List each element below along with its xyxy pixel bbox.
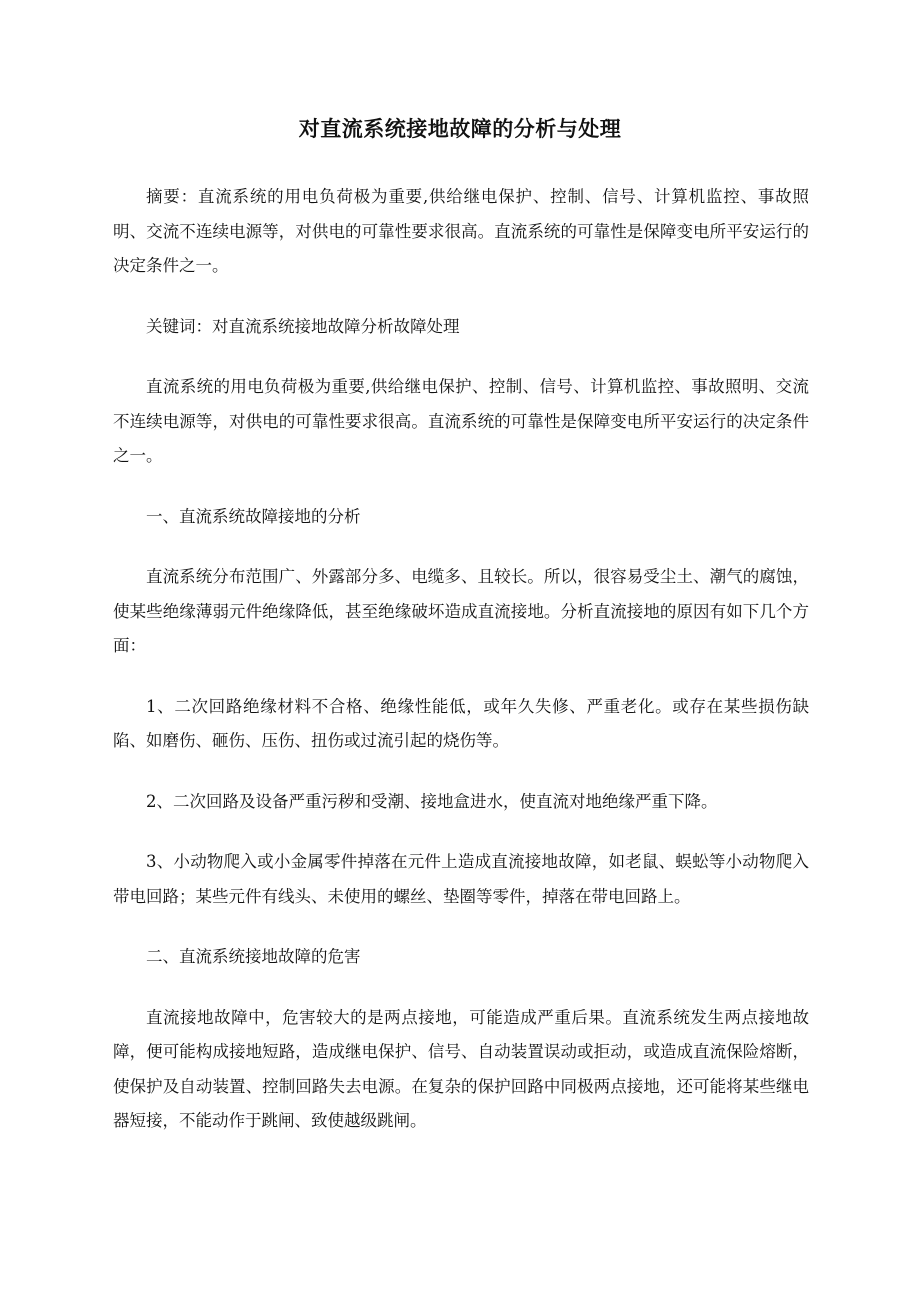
section-heading-2: 二、直流系统接地故障的危害 bbox=[146, 947, 361, 966]
cause-item-3: 3、小动物爬入或小金属零件掉落在元件上造成直流接地故障，如老鼠、蜈蚣等小动物爬入带电回路；某些元件有线头、未使用的螺丝、垫圈等零件，掉落在带电回路上。 bbox=[113, 852, 809, 906]
document-body bbox=[113, 180, 809, 1165]
cause-item-1: 1、二次回路绝缘材料不合格、绝缘性能低，或年久失修、严重老化。或存在某些损伤缺陷、如磨伤、砸伤、压伤、扭伤或过流引起的烧伤等。 bbox=[113, 696, 809, 750]
intro-paragraph: 直流系统的用电负荷极为重要,供给继电保护、控制、信号、计算机监控、事故照明、交流不连续电源等，对供电的可靠性要求很高。直流系统的可靠性是保障变电所平安运行的决定条件之一。 bbox=[113, 377, 809, 465]
abstract-paragraph: 摘要：直流系统的用电负荷极为重要,供给继电保护、控制、信号、计算机监控、事故照明、交流不连续电源等，对供电的可靠性要求很高。直流系统的可靠性是保障变电所平安运行的决定条件之一。 bbox=[113, 187, 809, 275]
document-title: 对直流系统接地故障的分析与处理 bbox=[298, 116, 622, 141]
section-heading-1: 一、直流系统故障接地的分析 bbox=[146, 506, 361, 526]
section-2-paragraph: 直流接地故障中，危害较大的是两点接地，可能造成严重后果。直流系统发生两点接地故障，便可能构成接地短路，造成继电保护、信号、自动装置误动或拒动，或造成直流保险熔断，使保护及自动装置、控制回路失去电源。在复杂的保护回路中同极两点接地，还可能将某些继电器短接，不能动作于跳闸、致使越级跳闸。 bbox=[113, 1007, 809, 1130]
cause-item-2: 2、二次回路及设备严重污秽和受潮、接地盒进水，使直流对地绝缘严重下降。 bbox=[146, 791, 718, 811]
section-1-paragraph: 直流系统分布范围广、外露部分多、电缆多、且较长。所以，很容易受尘土、潮气的腐蚀，使某些绝缘薄弱元件绝缘降低，甚至绝缘破坏造成直流接地。分析直流接地的原因有如下几个方面： bbox=[113, 567, 809, 655]
keywords-paragraph: 关键词：对直流系统接地故障分析故障处理 bbox=[146, 316, 460, 336]
